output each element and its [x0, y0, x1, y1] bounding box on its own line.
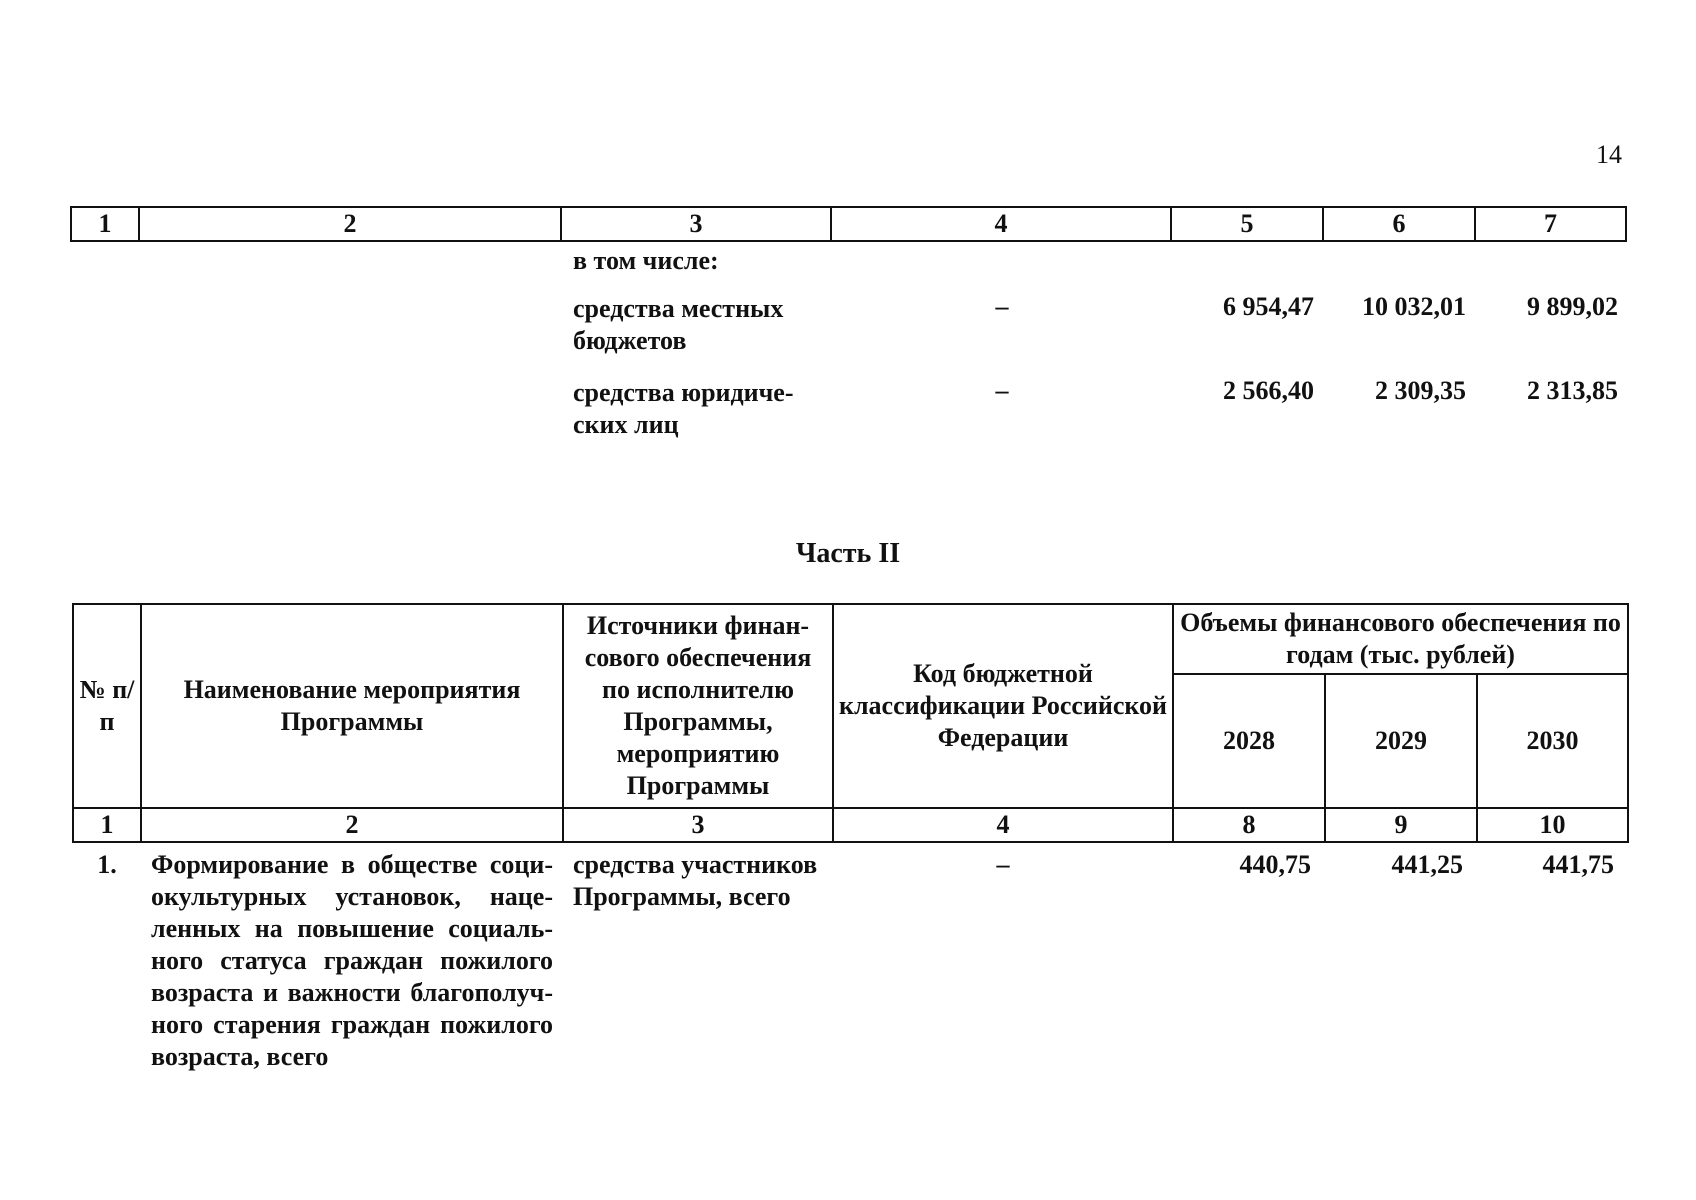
- value-cell: 441,25: [1391, 850, 1463, 879]
- page-number: 14: [1596, 140, 1622, 169]
- col-number: 10: [1477, 808, 1628, 842]
- col-number: 7: [1475, 207, 1626, 241]
- value-cell: 441,75: [1542, 850, 1614, 879]
- col-number: 2: [141, 808, 563, 842]
- including-label: в том числе:: [573, 246, 719, 275]
- budget-code: –: [995, 376, 1009, 405]
- table-row: [73, 842, 1628, 1079]
- section-title: Часть II: [795, 538, 901, 569]
- col-number: 4: [831, 207, 1171, 241]
- source-label-line1: средства местных: [573, 294, 784, 323]
- header-year: 2028: [1173, 674, 1325, 808]
- header-num: № п/п: [73, 604, 141, 808]
- col-number: 3: [561, 207, 831, 241]
- header-year: 2029: [1325, 674, 1477, 808]
- header-name: Наименование мероприятия Программы: [141, 604, 563, 808]
- value-cell: 2 566,40: [1223, 376, 1314, 405]
- column-number-row: [71, 207, 1626, 241]
- col-number: 2: [139, 207, 561, 241]
- funding-source: средства участников Программы, всего: [573, 850, 818, 911]
- value-cell: 2 313,85: [1527, 376, 1618, 405]
- value-cell: 2 309,35: [1375, 376, 1466, 405]
- row-number: 1.: [97, 850, 117, 879]
- source-label-line2: ских лиц: [573, 410, 679, 439]
- col-number: 8: [1173, 808, 1325, 842]
- value-cell: 10 032,01: [1362, 292, 1466, 321]
- column-number-row: [73, 808, 1628, 842]
- budget-code: –: [996, 850, 1010, 879]
- value-cell: 440,75: [1239, 850, 1311, 879]
- activity-name: Формирование в обществе соци-окультурных установок, наце-ленных на повышение социаль-ного статуса граждан пожилого возраста и важности благополуч-ного старения граждан пожилого возраста, всего: [151, 850, 553, 1071]
- value-cell: 9 899,02: [1527, 292, 1618, 321]
- col-number: 6: [1323, 207, 1475, 241]
- budget-code: –: [995, 292, 1009, 321]
- header-sources: Источники финан-сового обеспечения по исполнителю Программы, мероприятию Программы: [563, 604, 833, 808]
- header-volumes: Объемы финансового обеспечения по годам (тыс. рублей): [1173, 604, 1628, 674]
- col-number: 9: [1325, 808, 1477, 842]
- main-table: [72, 603, 1629, 1079]
- source-label-line1: средства юридиче-: [573, 378, 794, 407]
- top-table-header: [70, 206, 1627, 242]
- source-label-line2: бюджетов: [573, 326, 687, 355]
- col-number: 3: [563, 808, 833, 842]
- value-cell: 6 954,47: [1223, 292, 1314, 321]
- col-number: 4: [833, 808, 1173, 842]
- header-code: Код бюджетной классификации Российской Федерации: [833, 604, 1173, 808]
- col-number: 5: [1171, 207, 1323, 241]
- header-year: 2030: [1477, 674, 1628, 808]
- col-number: 1: [71, 207, 139, 241]
- col-number: 1: [73, 808, 141, 842]
- header-row: [73, 604, 1628, 674]
